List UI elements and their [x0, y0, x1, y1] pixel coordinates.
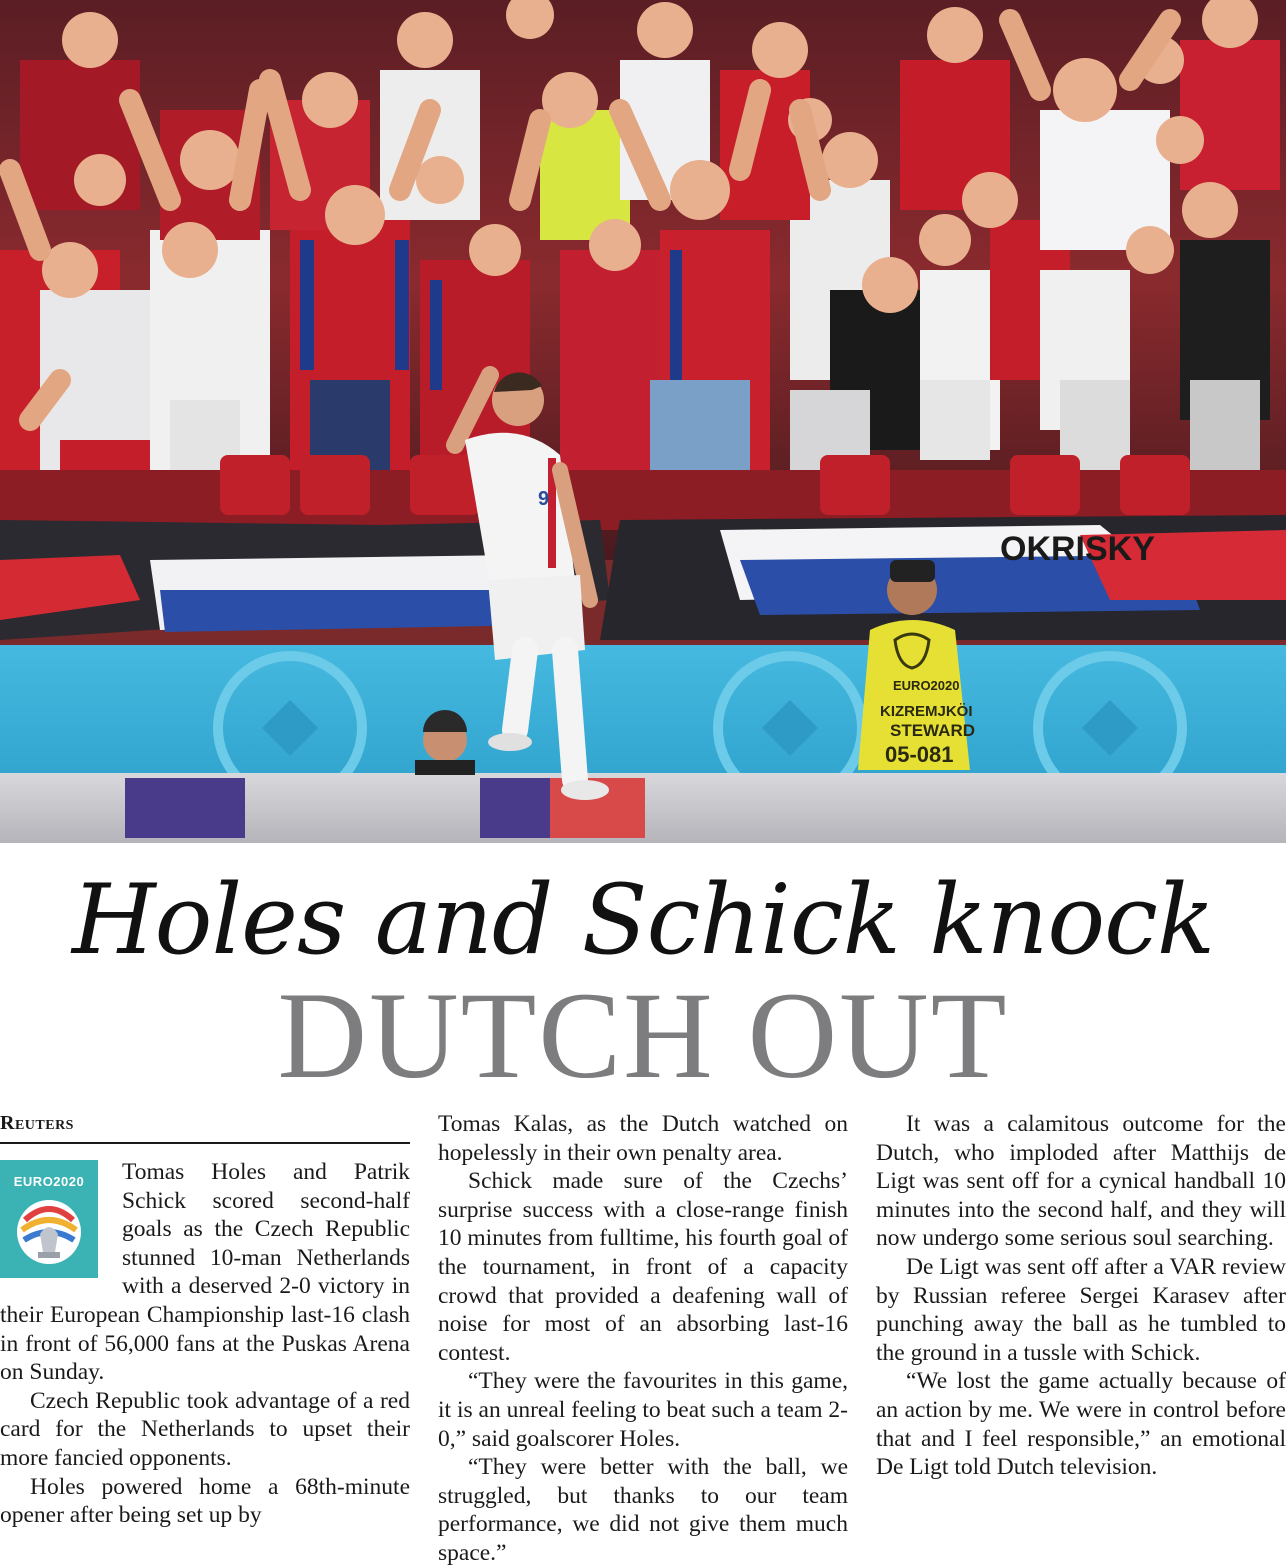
vest-line-3: STEWARD	[890, 721, 975, 740]
euro2020-logo	[0, 1160, 98, 1278]
byline: Reuters	[0, 1110, 410, 1144]
headline-line-2: DUTCH OUT	[277, 967, 1009, 1104]
vest-line-4: 05-081	[885, 742, 954, 767]
paragraph: Tomas Kalas, as the Dutch watched on hopelessly in their own penalty area.	[438, 1111, 848, 1166]
paragraph: “They were the favourites in this game, it is an unreal feeling to beat such a team 2-0,” said goalscorer Holes.	[438, 1368, 848, 1452]
paragraph: Schick made sure of the Czechs’ surprise success with a close-range finish 10 minutes from fulltime, his fourth goal of the tournament, in front of a capacity crowd that provided a deafening wall of noise for most of an absorbing last-16 contest.	[438, 1168, 848, 1366]
paragraph: “They were better with the ball, we struggled, but thanks to our team performance, we did not give them much space.”	[438, 1454, 848, 1566]
paragraph: Holes powered home a 68th-minute opener after being set up by	[0, 1473, 410, 1529]
vest-line-1: EURO2020	[893, 678, 960, 693]
headline	[0, 864, 1286, 1104]
paragraph: “We lost the game actually because of an action by me. We were in control before that and I feel responsible,” an emotional De Ligt told Dutch television.	[876, 1368, 1286, 1481]
paragraph: Czech Republic took advantage of a red card for the Netherlands to upset their more fancied opponents.	[0, 1387, 410, 1471]
banner-text: OKRISKY	[1000, 530, 1155, 568]
paragraph: It was a calamitous outcome for the Dutch, who imploded after Matthijs de Ligt was sent off for a cynical handball 10 minutes into the second half, and they will now undergo some serious soul searching.	[876, 1111, 1286, 1252]
article-column-3	[876, 1110, 1286, 1482]
paragraph: Tomas Holes and Patrik Schick scored second-half goals as the Czech Republic stunned 10-man Netherlands with a deserved 2-0 victory in their European Championship last-16 clash in front of 56,000 fans at the Puskas Arena on Sunday.	[0, 1159, 410, 1386]
headline-line-1: Holes and Schick knock	[71, 864, 1215, 976]
euro2020-trophy-logo-icon	[0, 1160, 98, 1278]
article-column-1	[0, 1110, 410, 1530]
article-column-2	[438, 1110, 848, 1568]
paragraph: De Ligt was sent off after a VAR review by Russian referee Sergei Karasev after punching away the ball as he tumbled to the ground in a tussle with Schick.	[876, 1253, 1286, 1366]
ad-board	[0, 645, 1286, 773]
logo-text: EURO2020	[13, 1174, 85, 1189]
player-number: 9	[538, 488, 550, 510]
vest-line-2: KIZREMJKÖI	[880, 703, 973, 720]
